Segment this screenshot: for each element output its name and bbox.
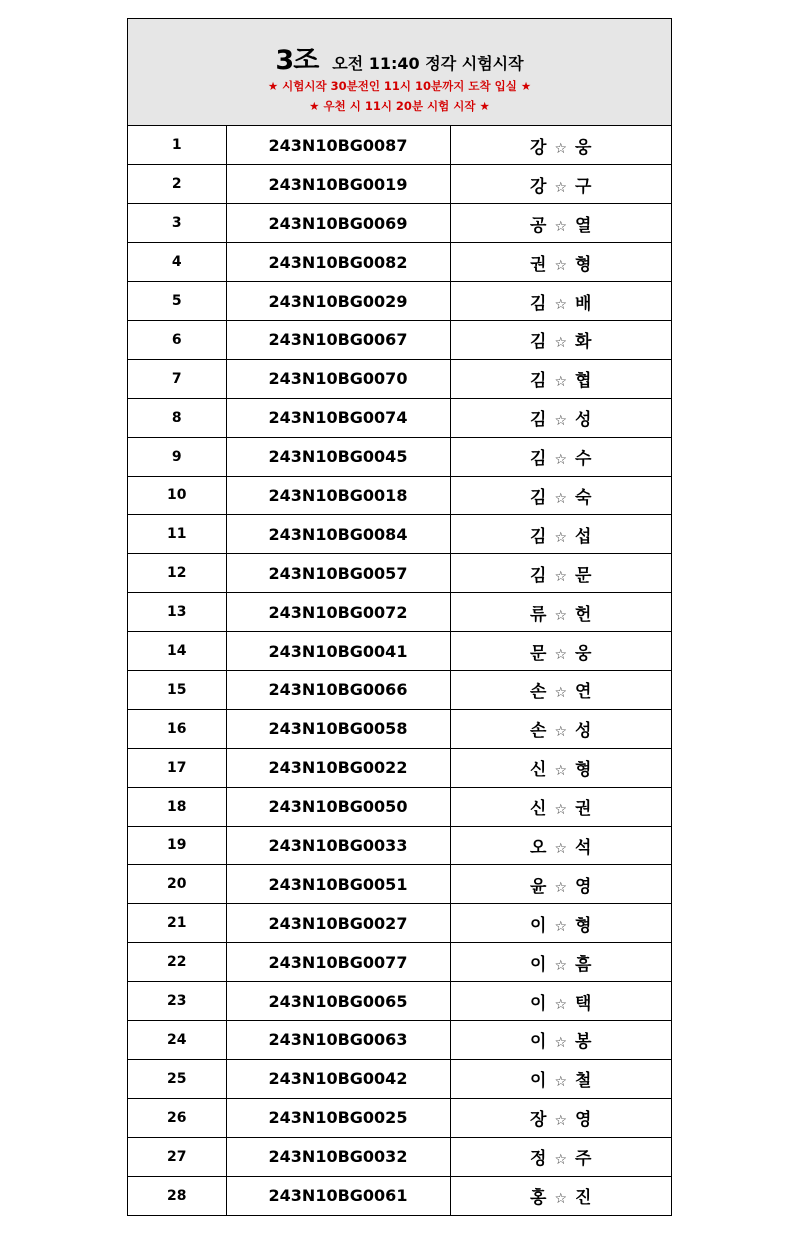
name-last-char: 열 <box>575 215 592 236</box>
exam-id: 243N10BG0065 <box>226 982 450 1021</box>
name-last-char: 협 <box>575 371 592 392</box>
exam-id: 243N10BG0029 <box>226 282 450 321</box>
exam-id: 243N10BG0050 <box>226 787 450 826</box>
table-row <box>128 320 671 359</box>
table-row <box>128 359 671 398</box>
candidate-name <box>450 1176 671 1215</box>
exam-id: 243N10BG0067 <box>226 320 450 359</box>
candidate-name <box>450 515 671 554</box>
name-first-char: 김 <box>530 449 547 470</box>
row-number: 28 <box>128 1176 226 1215</box>
name-last-char: 주 <box>575 1149 592 1170</box>
row-number: 7 <box>128 359 226 398</box>
name-mask-star-icon: ☆ <box>554 840 568 857</box>
name-last-char: 구 <box>575 176 592 197</box>
candidate-name <box>450 748 671 787</box>
exam-id: 243N10BG0045 <box>226 437 450 476</box>
candidate-name <box>450 670 671 709</box>
exam-id: 243N10BG0061 <box>226 1176 450 1215</box>
candidate-name <box>450 554 671 593</box>
name-last-char: 문 <box>575 565 592 586</box>
name-last-char: 영 <box>575 1110 592 1131</box>
name-first-char: 손 <box>530 682 547 703</box>
name-last-char: 웅 <box>575 643 592 664</box>
table-row <box>128 943 671 982</box>
row-number: 6 <box>128 320 226 359</box>
row-number: 26 <box>128 1098 226 1137</box>
title-line <box>128 19 671 76</box>
name-first-char: 강 <box>530 176 547 197</box>
candidate-name <box>450 826 671 865</box>
exam-id: 243N10BG0066 <box>226 670 450 709</box>
candidate-name <box>450 632 671 671</box>
row-number: 5 <box>128 282 226 321</box>
name-first-char: 홍 <box>530 1188 547 1209</box>
candidate-name <box>450 126 671 165</box>
rain-notice: ★ 우천 시 11시 20분 시험 시작 ★ <box>309 99 490 113</box>
candidate-name <box>450 243 671 282</box>
candidate-name <box>450 1059 671 1098</box>
candidate-name <box>450 865 671 904</box>
row-number: 20 <box>128 865 226 904</box>
exam-id: 243N10BG0022 <box>226 748 450 787</box>
name-mask-star-icon: ☆ <box>554 218 568 235</box>
table-row <box>128 515 671 554</box>
name-last-char: 형 <box>575 254 592 275</box>
table-row <box>128 437 671 476</box>
exam-id: 243N10BG0033 <box>226 826 450 865</box>
name-mask-star-icon: ☆ <box>554 568 568 585</box>
name-last-char: 성 <box>575 721 592 742</box>
name-first-char: 김 <box>530 565 547 586</box>
candidate-name <box>450 359 671 398</box>
arrival-notice: ★ 시험시작 30분전인 11시 10분까지 도착 입실 ★ <box>267 79 532 93</box>
name-first-char: 류 <box>530 604 547 625</box>
row-number: 1 <box>128 126 226 165</box>
exam-id: 243N10BG0074 <box>226 398 450 437</box>
row-number: 11 <box>128 515 226 554</box>
table-row <box>128 826 671 865</box>
name-mask-star-icon: ☆ <box>554 413 568 430</box>
name-last-char: 철 <box>575 1071 592 1092</box>
name-mask-star-icon: ☆ <box>554 1191 568 1208</box>
exam-id: 243N10BG0077 <box>226 943 450 982</box>
name-mask-star-icon: ☆ <box>554 996 568 1013</box>
name-mask-star-icon: ☆ <box>554 529 568 546</box>
exam-id: 243N10BG0032 <box>226 1137 450 1176</box>
name-mask-star-icon: ☆ <box>554 179 568 196</box>
table-row <box>128 1098 671 1137</box>
table-row <box>128 593 671 632</box>
table-row <box>128 165 671 204</box>
name-first-char: 이 <box>530 1032 547 1053</box>
table-row <box>128 748 671 787</box>
name-mask-star-icon: ☆ <box>554 296 568 313</box>
row-number: 18 <box>128 787 226 826</box>
name-last-char: 석 <box>575 837 592 858</box>
name-last-char: 영 <box>575 876 592 897</box>
row-number: 8 <box>128 398 226 437</box>
row-number: 27 <box>128 1137 226 1176</box>
name-first-char: 오 <box>530 837 547 858</box>
candidate-name <box>450 943 671 982</box>
exam-id: 243N10BG0087 <box>226 126 450 165</box>
name-last-char: 흠 <box>575 954 592 975</box>
name-first-char: 김 <box>530 487 547 508</box>
roster-header <box>128 19 671 126</box>
row-number: 9 <box>128 437 226 476</box>
candidate-name <box>450 593 671 632</box>
name-mask-star-icon: ☆ <box>554 1113 568 1130</box>
name-last-char: 헌 <box>575 604 592 625</box>
name-last-char: 봉 <box>575 1032 592 1053</box>
candidate-name <box>450 982 671 1021</box>
table-row <box>128 204 671 243</box>
table-row <box>128 398 671 437</box>
candidate-name <box>450 709 671 748</box>
exam-id: 243N10BG0025 <box>226 1098 450 1137</box>
table-row <box>128 1059 671 1098</box>
table-row <box>128 126 671 165</box>
name-mask-star-icon: ☆ <box>554 1152 568 1169</box>
name-first-char: 김 <box>530 293 547 314</box>
name-mask-star-icon: ☆ <box>554 140 568 157</box>
roster-table-body <box>128 126 671 1215</box>
row-number: 25 <box>128 1059 226 1098</box>
name-first-char: 정 <box>530 1149 547 1170</box>
roster-table <box>128 126 671 1215</box>
candidate-name <box>450 1020 671 1059</box>
group-title: 3조 <box>275 45 319 76</box>
row-number: 4 <box>128 243 226 282</box>
exam-time: 오전 11:40 정각 시험시작 <box>332 54 524 73</box>
row-number: 17 <box>128 748 226 787</box>
row-number: 13 <box>128 593 226 632</box>
name-first-char: 권 <box>530 254 547 275</box>
table-row <box>128 1137 671 1176</box>
name-first-char: 김 <box>530 526 547 547</box>
name-mask-star-icon: ☆ <box>554 1074 568 1091</box>
table-row <box>128 709 671 748</box>
name-mask-star-icon: ☆ <box>554 957 568 974</box>
name-mask-star-icon: ☆ <box>554 724 568 741</box>
name-last-char: 수 <box>575 449 592 470</box>
row-number: 21 <box>128 904 226 943</box>
name-last-char: 형 <box>575 915 592 936</box>
name-first-char: 신 <box>530 760 547 781</box>
table-row <box>128 904 671 943</box>
name-last-char: 형 <box>575 760 592 781</box>
candidate-name <box>450 1137 671 1176</box>
candidate-name <box>450 1098 671 1137</box>
name-first-char: 장 <box>530 1110 547 1131</box>
name-last-char: 섭 <box>575 526 592 547</box>
exam-id: 243N10BG0063 <box>226 1020 450 1059</box>
row-number: 16 <box>128 709 226 748</box>
name-mask-star-icon: ☆ <box>554 374 568 391</box>
exam-id: 243N10BG0041 <box>226 632 450 671</box>
name-first-char: 김 <box>530 371 547 392</box>
name-mask-star-icon: ☆ <box>554 257 568 274</box>
table-row <box>128 554 671 593</box>
exam-id: 243N10BG0082 <box>226 243 450 282</box>
candidate-name <box>450 787 671 826</box>
exam-id: 243N10BG0084 <box>226 515 450 554</box>
name-first-char: 이 <box>530 993 547 1014</box>
exam-id: 243N10BG0051 <box>226 865 450 904</box>
row-number: 22 <box>128 943 226 982</box>
exam-id: 243N10BG0069 <box>226 204 450 243</box>
name-first-char: 윤 <box>530 876 547 897</box>
candidate-name <box>450 320 671 359</box>
row-number: 15 <box>128 670 226 709</box>
name-last-char: 화 <box>575 332 592 353</box>
name-first-char: 강 <box>530 137 547 158</box>
table-row <box>128 670 671 709</box>
name-last-char: 배 <box>575 293 592 314</box>
name-mask-star-icon: ☆ <box>554 452 568 469</box>
name-first-char: 문 <box>530 643 547 664</box>
table-row <box>128 632 671 671</box>
name-last-char: 성 <box>575 410 592 431</box>
name-mask-star-icon: ☆ <box>554 646 568 663</box>
table-row <box>128 282 671 321</box>
row-number: 12 <box>128 554 226 593</box>
candidate-name <box>450 282 671 321</box>
name-first-char: 이 <box>530 1071 547 1092</box>
name-first-char: 김 <box>530 332 547 353</box>
candidate-name <box>450 398 671 437</box>
name-last-char: 연 <box>575 682 592 703</box>
exam-id: 243N10BG0019 <box>226 165 450 204</box>
name-mask-star-icon: ☆ <box>554 607 568 624</box>
candidate-name <box>450 165 671 204</box>
exam-id: 243N10BG0072 <box>226 593 450 632</box>
table-row <box>128 982 671 1021</box>
candidate-name <box>450 437 671 476</box>
row-number: 14 <box>128 632 226 671</box>
row-number: 19 <box>128 826 226 865</box>
table-row <box>128 476 671 515</box>
name-mask-star-icon: ☆ <box>554 335 568 352</box>
name-mask-star-icon: ☆ <box>554 763 568 780</box>
name-mask-star-icon: ☆ <box>554 879 568 896</box>
exam-id: 243N10BG0027 <box>226 904 450 943</box>
name-first-char: 손 <box>530 721 547 742</box>
name-first-char: 김 <box>530 410 547 431</box>
candidate-name <box>450 904 671 943</box>
name-last-char: 권 <box>575 799 592 820</box>
name-mask-star-icon: ☆ <box>554 918 568 935</box>
table-row <box>128 787 671 826</box>
row-number: 24 <box>128 1020 226 1059</box>
name-first-char: 이 <box>530 915 547 936</box>
row-number: 23 <box>128 982 226 1021</box>
name-mask-star-icon: ☆ <box>554 802 568 819</box>
table-row <box>128 865 671 904</box>
table-row <box>128 1176 671 1215</box>
row-number: 10 <box>128 476 226 515</box>
table-row <box>128 1020 671 1059</box>
name-first-char: 이 <box>530 954 547 975</box>
exam-id: 243N10BG0070 <box>226 359 450 398</box>
row-number: 2 <box>128 165 226 204</box>
name-first-char: 신 <box>530 799 547 820</box>
candidate-name <box>450 204 671 243</box>
row-number: 3 <box>128 204 226 243</box>
exam-id: 243N10BG0042 <box>226 1059 450 1098</box>
name-last-char: 숙 <box>575 487 592 508</box>
exam-roster-sheet <box>127 18 672 1216</box>
name-last-char: 택 <box>575 993 592 1014</box>
name-last-char: 진 <box>575 1188 592 1209</box>
exam-id: 243N10BG0057 <box>226 554 450 593</box>
exam-id: 243N10BG0058 <box>226 709 450 748</box>
name-mask-star-icon: ☆ <box>554 1035 568 1052</box>
name-mask-star-icon: ☆ <box>554 490 568 507</box>
name-first-char: 공 <box>530 215 547 236</box>
exam-id: 243N10BG0018 <box>226 476 450 515</box>
candidate-name <box>450 476 671 515</box>
table-row <box>128 243 671 282</box>
name-last-char: 웅 <box>575 137 592 158</box>
name-mask-star-icon: ☆ <box>554 685 568 702</box>
